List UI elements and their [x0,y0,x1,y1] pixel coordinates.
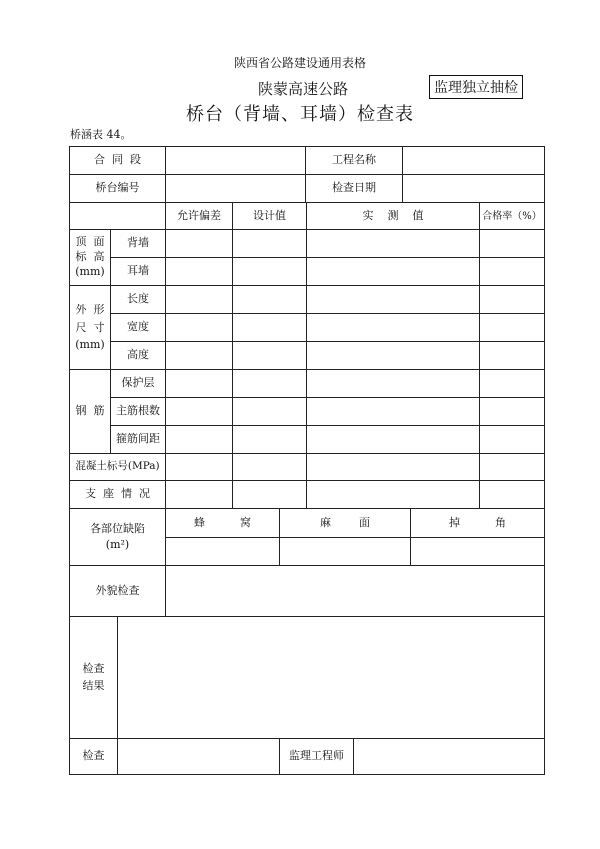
check-result-field[interactable] [118,617,544,738]
col-header-pass-rate: 合格率（%） [482,210,542,222]
row-label-main-bars: 主筋根数 [116,404,160,418]
defect-spalling-label: 掉 角 [449,515,506,529]
defects-label: 各部位缺陷 (m²) [90,521,145,551]
organization-title: 陕西省公路建设通用表格 [233,56,366,70]
supervisor-label: 监理工程师 [289,749,344,763]
row-label-concrete-grade: 混凝土标号(MPa) [75,460,160,473]
grid-line [306,202,307,509]
col-header-design: 设计值 [253,208,286,222]
table-border-bottom [69,774,545,775]
check-date-label: 检查日期 [332,181,376,195]
contract-section-field[interactable] [166,147,305,174]
grid-line [479,202,480,509]
form-number: 桥涵表 44。 [70,128,132,141]
independent-check-stamp: 监理独立抽检 [429,75,523,99]
row-label-back-wall: 背墙 [127,236,149,250]
defect-pitting-label: 麻 面 [320,515,370,529]
row-label-width: 宽度 [127,320,149,334]
project-name-label: 工程名称 [332,153,376,167]
project-name: 陕蒙高速公路 [258,80,349,98]
group-label-top-elevation: 顶 面 标 高 (mm) [75,235,105,278]
contract-section-label: 合 同 段 [94,153,141,167]
inspector-label: 检查 [82,749,105,763]
row-label-ear-wall: 耳墙 [127,264,149,278]
row-label-cover: 保护层 [121,376,155,390]
row-label-support: 支 座 情 况 [85,487,150,501]
group-label-dimensions: 外 形 尺 寸 (mm) [75,303,105,352]
project-name-field[interactable] [403,147,544,174]
col-header-tolerance: 允许偏差 [177,208,221,222]
row-label-stirrup-spacing: 箍筋间距 [116,432,160,446]
row-label-length: 长度 [127,292,149,306]
supervisor-signature-field[interactable] [354,739,544,774]
appearance-check-field[interactable] [166,566,544,616]
abutment-number-field[interactable] [166,175,305,202]
table-border-right [544,146,545,774]
row-label-height: 高度 [127,348,149,362]
grid-line [232,202,233,509]
grid-line [165,537,545,538]
abutment-number-label: 桥台编号 [95,181,140,195]
defect-honeycomb-label: 蜂 窝 [194,515,251,529]
inspector-signature-field[interactable] [118,739,279,774]
grid-line [165,202,166,509]
col-header-measured: 实 测 值 [362,208,424,222]
group-label-rebar: 钢 筋 [75,404,105,418]
check-date-field[interactable] [403,175,544,202]
check-result-label: 检查 结果 [82,662,105,692]
form-title: 桥台（背墙、耳墙）检查表 [186,104,414,125]
appearance-check-label: 外貌检查 [95,583,140,597]
